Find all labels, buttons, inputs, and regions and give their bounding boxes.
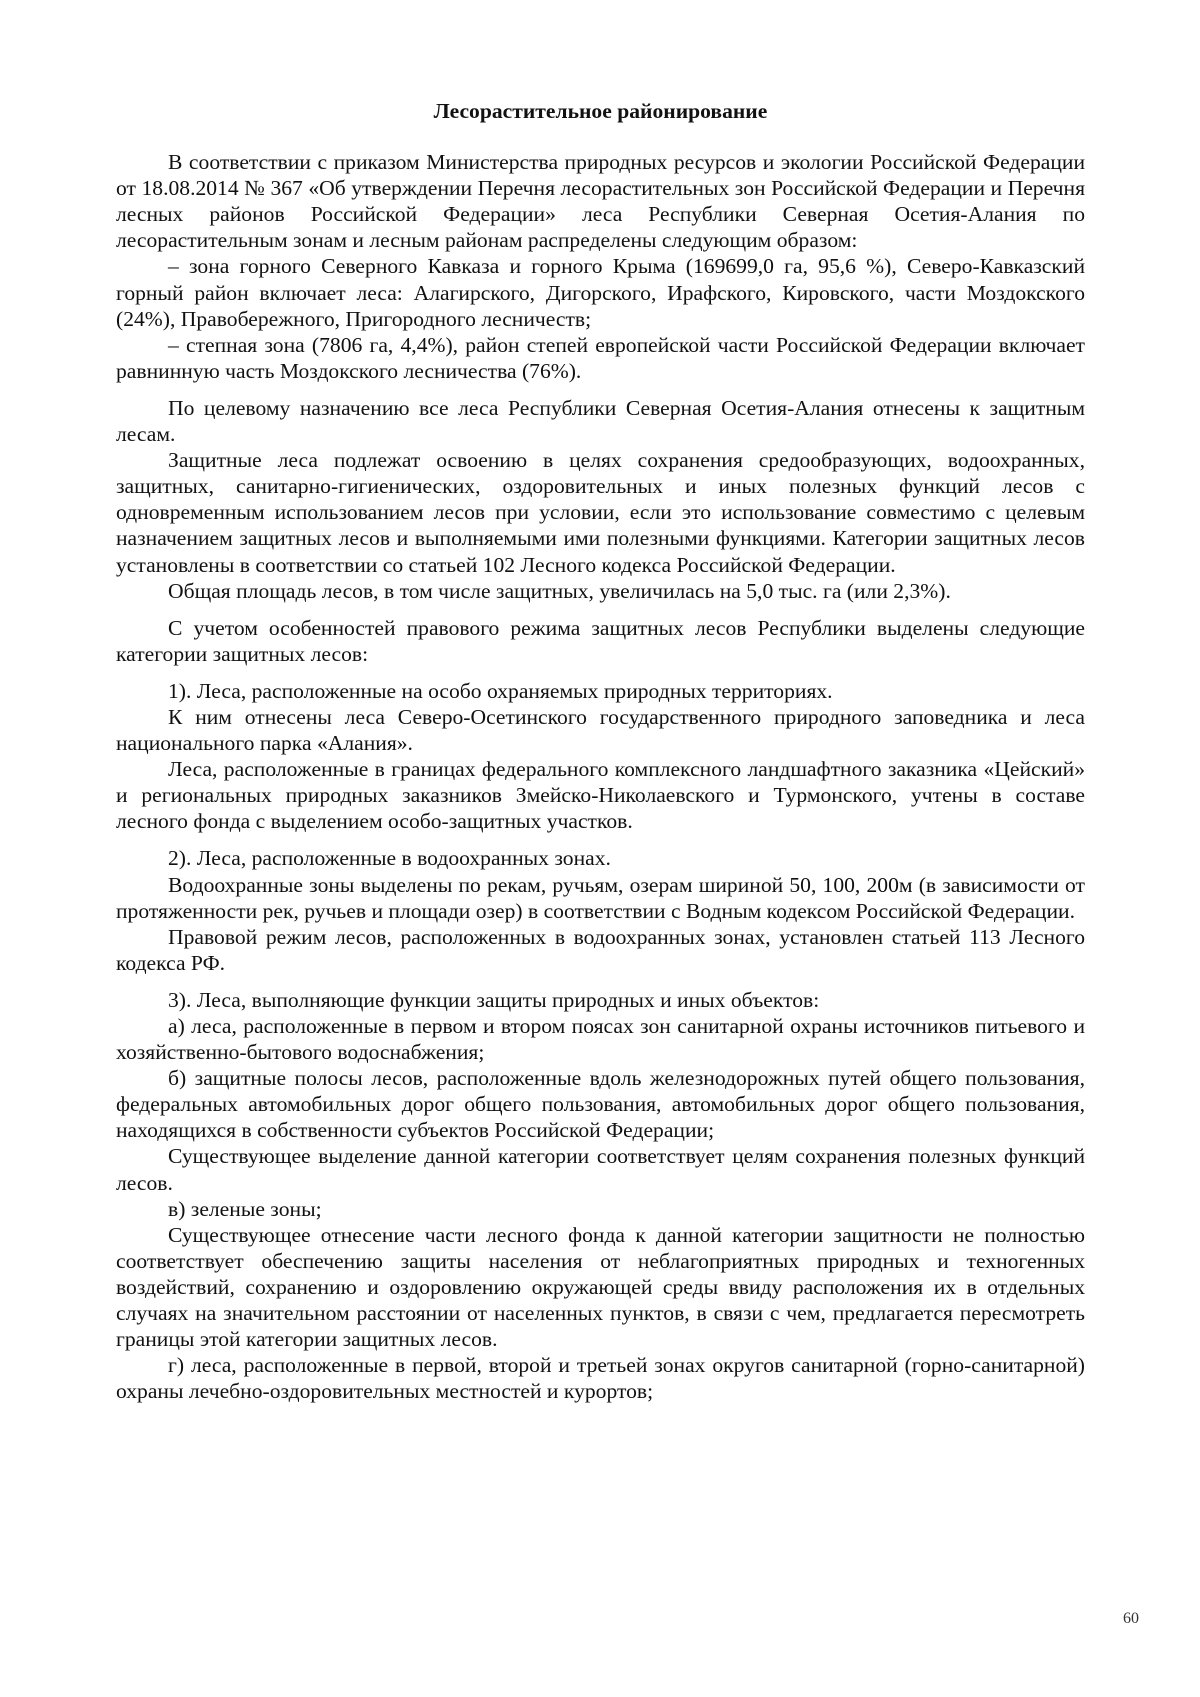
list-item-3a: а) леса, расположенные в первом и втором поясах зон санитарной охраны источников питьевого и хозяйственно-бытового водоснабжения; (116, 1014, 1085, 1065)
list-item-3b: б) защитные полосы лесов, расположенные вдоль железнодорожных путей общего пользования, федеральных автомобильных дорог общего пользования, автомобильных дорог общего пользования, находящихся в собственности субъектов Российской Федерации; (116, 1066, 1085, 1143)
list-item-category-1: 1). Леса, расположенные на особо охраняемых природных территориях. (168, 678, 833, 703)
paragraph-steppe-zone: – степная зона (7806 га, 4,4%), район степей европейской части Российской Федерации включает равнинную часть Моздокского лесничества (76%). (116, 332, 1085, 383)
page-number: 60 (1123, 1610, 1139, 1627)
paragraph-category-assessment: Существующее выделение данной категории соответствует целям сохранения полезных функций лесов. (116, 1144, 1085, 1195)
list-item-3v: в) зеленые зоны; (168, 1196, 322, 1221)
paragraph-green-zones: Существующее отнесение части лесного фонда к данной категории защитности не полностью соответствует обеспечению защиты населения от неблагоприятных природных и техногенных воздействий, сохранению и оздоровлению окружающей среды ввиду расположения их в отдельных случаях на значительном расстоянии от населенных пунктов, в связи с чем, предлагается пересмотреть границы этой категории защитных лесов. (116, 1222, 1085, 1352)
paragraph-intro: В соответствии с приказом Министерства природных ресурсов и экологии Российской Федерации от 18.08.2014 № 367 «Об утверждении Перечня лесорастительных зон Российской Федерации и Перечня лесных районов Российской Федерации» леса Республики Северная Осетия-Алания по лесорастительным зонам и лесным районам распределены следующим образом: (116, 150, 1085, 253)
list-item-category-2: 2). Леса, расположенные в водоохранных зонах. (168, 846, 611, 871)
document-body (116, 98, 1085, 1404)
list-item-3g: г) леса, расположенные в первой, второй и третьей зонах округов санитарной (горно-санитарной) охраны лечебно-оздоровительных местностей и курортов; (116, 1353, 1085, 1404)
section-title: Лесорастительное районирование (433, 99, 768, 123)
paragraph-purpose: По целевому назначению все леса Республики Северная Осетия-Алания отнесены к защитным лесам. (116, 395, 1085, 447)
paragraph-categories-intro: С учетом особенностей правового режима защитных лесов Республики выделены следующие категории защитных лесов: (116, 615, 1085, 666)
paragraph-water-zones: Водоохранные зоны выделены по рекам, ручьям, озерам шириной 50, 100, 200м (в зависимости от протяженности рек, ручьев и площади озер) в соответствии с Водным кодексом Российской Федерации. (116, 872, 1085, 923)
paragraph-protective-forests: Защитные леса подлежат освоению в целях сохранения средообразующих, водоохранных, защитных, санитарно-гигиенических, оздоровительных и иных полезных функций лесов с одновременным использованием лесов при условии, если это использование совместимо с целевым назначением защитных лесов и выполняемыми ими полезными функциями. Категории защитных лесов установлены в соответствии со статьей 102 Лесного кодекса Российской Федерации. (116, 448, 1085, 577)
paragraph-reserve-forests: К ним отнесены леса Северо-Осетинского государственного природного заповедника и леса национального парка «Алания». (116, 704, 1085, 756)
list-item-category-3: 3). Леса, выполняющие функции защиты природных и иных объектов: (168, 987, 820, 1012)
paragraph-mountain-zone: – зона горного Северного Кавказа и горного Крыма (169699,0 га, 95,6 %), Северо-Кавказский горный район включает леса: Алагирского, Дигорского, Ирафского, Кировского, части Моздокского (24%), Правобережного, Пригородного лесничеств; (116, 254, 1085, 331)
paragraph-sanctuary-forests: Леса, расположенные в границах федерального комплексного ландшафтного заказника «Цейский» и региональных природных заказников Змейско-Николаевского и Турмонского, учтены в составе лесного фонда с выделением особо-защитных участков. (116, 757, 1085, 834)
paragraph-total-area: Общая площадь лесов, в том числе защитных, увеличилась на 5,0 тыс. га (или 2,3%). (168, 578, 951, 603)
paragraph-water-zone-regime: Правовой режим лесов, расположенных в водоохранных зонах, установлен статьей 113 Лесного кодекса РФ. (116, 924, 1085, 975)
